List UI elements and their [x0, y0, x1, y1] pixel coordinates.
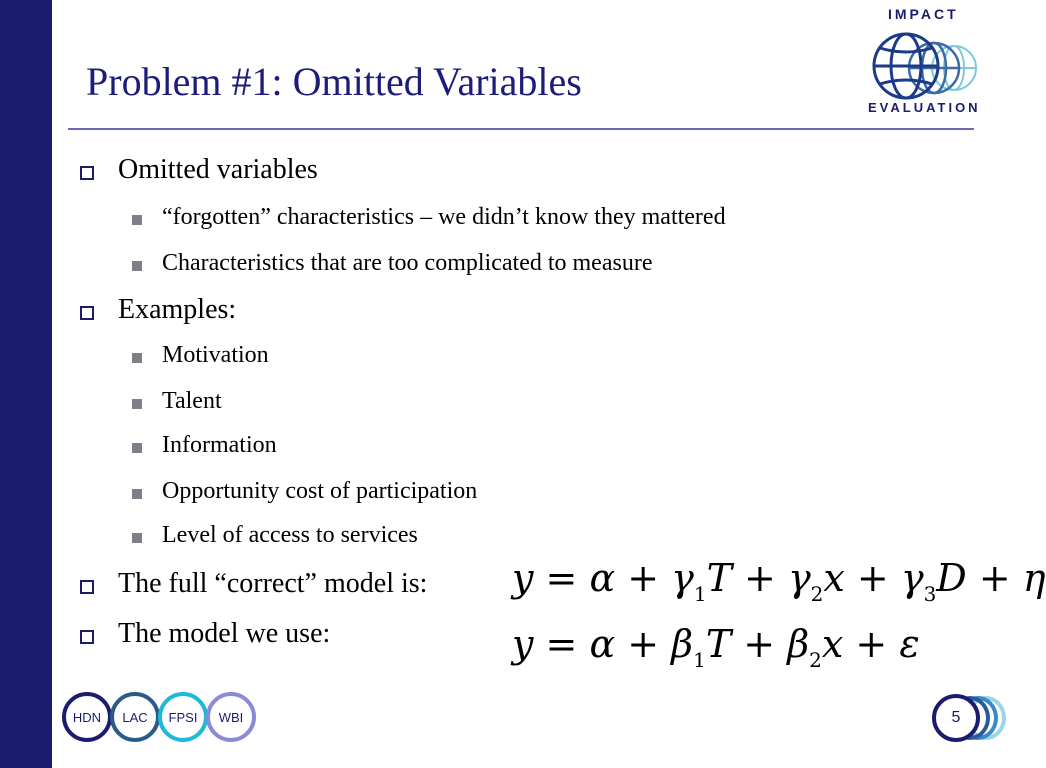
- bullet-text: Motivation: [162, 342, 269, 368]
- bullet-text: Omitted variables: [118, 154, 318, 185]
- bullet-text: Examples:: [118, 294, 237, 325]
- footer-circle-lac: [110, 692, 160, 742]
- hollow-square-bullet-icon: [80, 166, 94, 180]
- hollow-square-bullet-icon: [80, 630, 94, 644]
- page-number-text: 5: [951, 709, 961, 726]
- footer-circle-wbi: [206, 692, 256, 742]
- footer-label-lac: LAC: [122, 709, 148, 725]
- bullet-text: “forgotten” characteristics – we didn’t know they mattered: [162, 204, 726, 230]
- left-sidebar-bar: [0, 0, 52, 768]
- footer-partner-logos: [62, 690, 262, 750]
- logo-top-text: IMPACT: [888, 6, 959, 22]
- title-divider: [68, 128, 974, 130]
- filled-square-bullet-icon: [132, 353, 142, 363]
- bullet-text: Characteristics that are too complicated to measure: [162, 250, 653, 276]
- slide-title: Problem #1: Omitted Variables: [86, 59, 582, 104]
- filled-square-bullet-icon: [132, 399, 142, 409]
- bullet-text: The full “correct” model is:: [118, 568, 428, 599]
- filled-square-bullet-icon: [132, 533, 142, 543]
- equation-full-model: $y = \alpha + \gamma_1T + \gamma_2x + \gamma_3D + \eta$: [512, 556, 1046, 606]
- hollow-square-bullet-icon: [80, 306, 94, 320]
- equation-used-model: $y = \alpha + \beta_1T + \beta_2x + \varepsilon$: [512, 622, 920, 672]
- footer-circle-fpsi: [158, 692, 208, 742]
- filled-square-bullet-icon: [132, 215, 142, 225]
- footer-label-hdn: HDN: [72, 709, 102, 725]
- bullet-text: Talent: [162, 388, 222, 414]
- bullet-text: The model we use:: [118, 618, 331, 649]
- footer-label-wbi: WBI: [218, 709, 244, 725]
- logo-bottom-text: EVALUATION: [868, 100, 981, 115]
- bullet-text: Information: [162, 432, 277, 458]
- filled-square-bullet-icon: [132, 443, 142, 453]
- footer-label-fpsi: FPSI: [168, 709, 198, 725]
- hollow-square-bullet-icon: [80, 580, 94, 594]
- impact-evaluation-logo: [858, 6, 986, 122]
- bullet-text: Opportunity cost of participation: [162, 478, 478, 504]
- page-number: [932, 694, 980, 742]
- bullet-text: Level of access to services: [162, 522, 418, 548]
- filled-square-bullet-icon: [132, 261, 142, 271]
- footer-circle-hdn: [62, 692, 112, 742]
- filled-square-bullet-icon: [132, 489, 142, 499]
